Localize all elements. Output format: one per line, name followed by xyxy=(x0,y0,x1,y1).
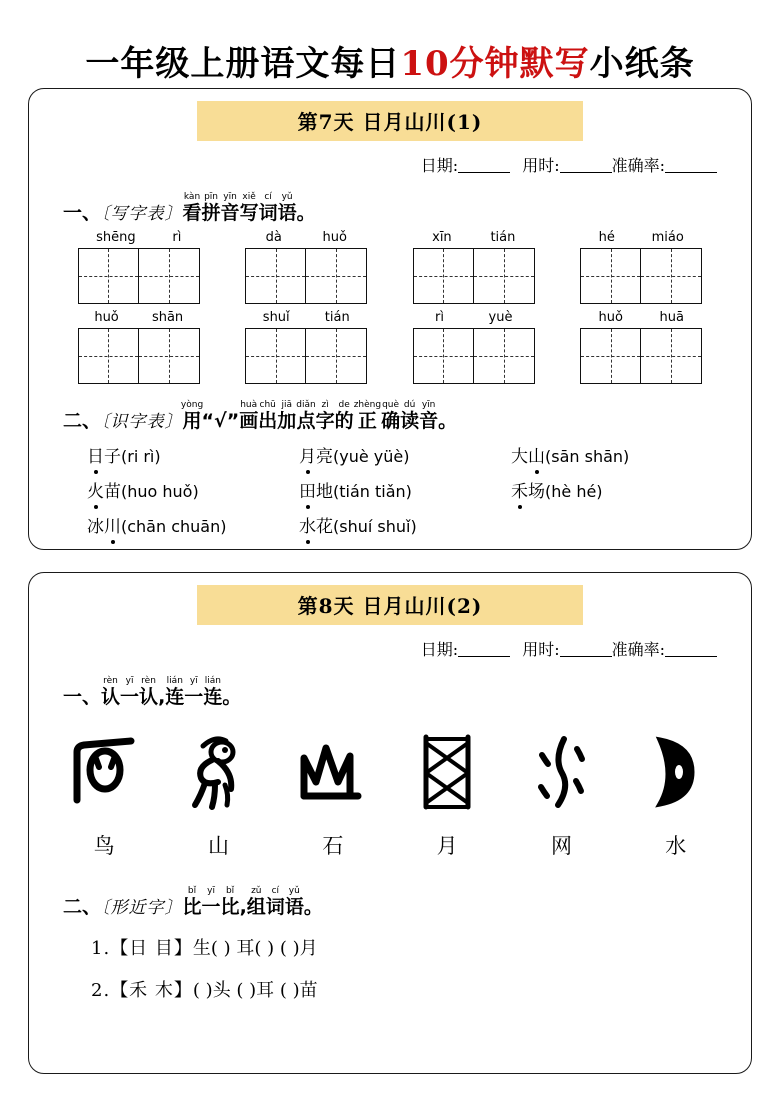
tone-question-item[interactable] xyxy=(299,512,511,537)
writing-grid-group xyxy=(78,230,200,304)
match-character[interactable]: 石 xyxy=(322,833,344,858)
similar-char-line[interactable] xyxy=(91,976,751,1002)
tianzige-cell[interactable] xyxy=(139,329,199,383)
tone-question-row xyxy=(87,442,751,467)
section-number: 二、 xyxy=(63,409,102,432)
pinyin-options[interactable]: (hè hé) xyxy=(545,481,603,501)
writing-grid-group xyxy=(245,310,367,384)
dotted-character: 日 xyxy=(87,442,104,467)
tianzige-grid[interactable] xyxy=(580,248,702,304)
oracle-shan-mountain-icon[interactable] xyxy=(285,726,381,818)
item-index: 1. xyxy=(91,937,111,959)
pinyin-syllable: miáo xyxy=(651,229,684,245)
pinyin-syllable: shēng xyxy=(96,229,136,245)
writing-grid-group xyxy=(413,310,535,384)
grid-pinyin xyxy=(245,230,367,245)
word-rest: 苗 xyxy=(104,481,121,502)
pinyin-options[interactable]: (yuè yüè) xyxy=(333,446,410,466)
pinyin-syllable: rì xyxy=(172,229,182,245)
pinyin-syllable: huǒ xyxy=(598,309,623,325)
writing-grid-group xyxy=(413,230,535,304)
word-rest: 花 xyxy=(316,516,333,537)
pinyin-options[interactable]: (sān shān) xyxy=(545,446,630,466)
date-blank[interactable] xyxy=(458,158,510,173)
word-rest: 子 xyxy=(104,446,121,467)
tone-question-row xyxy=(87,512,751,537)
section-text: 比bǐ一yī比bǐ,组zǔ词cí语yǔ。 xyxy=(182,885,323,918)
pinyin-syllable: xīn xyxy=(432,229,452,245)
pinyin-options[interactable]: (huo huǒ) xyxy=(121,481,199,501)
section-yong: 用yòng xyxy=(180,399,204,432)
character-pair: 【日 目】 xyxy=(110,937,193,959)
dotted-character: 月 xyxy=(299,442,316,467)
tone-question-item[interactable] xyxy=(511,442,747,467)
word-rest: 亮 xyxy=(316,446,333,467)
section-number: 一、 xyxy=(63,686,102,708)
day8-section1-heading xyxy=(63,676,751,708)
pinyin-options[interactable]: (tián tiǎn) xyxy=(333,481,412,501)
day7-section2-heading xyxy=(63,400,751,432)
pinyin-syllable: shān xyxy=(151,309,184,325)
grid-pinyin xyxy=(580,310,702,325)
oracle-shui-water-icon[interactable] xyxy=(513,726,609,818)
oracle-glyph-row xyxy=(47,722,733,818)
item-index: 2. xyxy=(91,979,111,1001)
tianzige-cell[interactable] xyxy=(581,329,641,383)
grid-pinyin xyxy=(413,310,535,325)
word-prefix: 冰 xyxy=(87,516,104,537)
match-character-row xyxy=(47,830,733,860)
tianzige-cell[interactable] xyxy=(414,249,474,303)
match-character[interactable]: 鸟 xyxy=(93,833,115,858)
pinyin-syllable: tián xyxy=(490,229,516,245)
tianzige-cell[interactable] xyxy=(474,329,534,383)
dotted-character: 水 xyxy=(299,512,316,537)
check-mark-symbol: “√” xyxy=(201,409,240,432)
tianzige-grid[interactable] xyxy=(413,248,535,304)
tianzige-cell[interactable] xyxy=(79,249,139,303)
pinyin-options[interactable]: (ri rì) xyxy=(121,446,161,466)
page-title-highlight: 10分钟默写 xyxy=(400,44,590,84)
tianzige-cell[interactable] xyxy=(306,249,366,303)
worksheet-card-day7 xyxy=(28,88,752,550)
dotted-character: 山 xyxy=(528,442,545,467)
time-used-label: 用时: xyxy=(522,640,560,659)
pinyin-syllable: huǒ xyxy=(94,309,119,325)
tone-question-item[interactable] xyxy=(299,477,511,502)
section-number: 一、 xyxy=(63,202,102,224)
accuracy-label: 准确率: xyxy=(611,156,665,175)
tone-question-item[interactable] xyxy=(299,442,511,467)
tianzige-cell[interactable] xyxy=(474,249,534,303)
accuracy-label: 准确率: xyxy=(611,640,665,659)
date-label: 日期: xyxy=(420,156,459,175)
day7-meta-line xyxy=(29,153,751,176)
fill-slots[interactable]: 生( ) 耳( ) ( )月 xyxy=(192,937,318,959)
oracle-yue-moon-icon[interactable] xyxy=(628,726,724,818)
grid-pinyin xyxy=(78,230,200,245)
pinyin-options[interactable]: (chān chuān) xyxy=(121,516,227,536)
character-pair: 【禾 木】 xyxy=(110,979,193,1001)
tianzige-cell[interactable] xyxy=(641,249,701,303)
day8-section2-heading xyxy=(63,886,751,918)
pinyin-syllable: huā xyxy=(659,309,684,325)
section-tag: 〔识字表〕 xyxy=(101,411,183,432)
dotted-character: 火 xyxy=(87,477,104,502)
tone-question-item[interactable] xyxy=(511,477,747,502)
day7-section1-heading xyxy=(63,192,751,224)
similar-char-line[interactable] xyxy=(91,934,751,960)
worksheet-card-day8 xyxy=(28,572,752,1074)
tianzige-cell[interactable] xyxy=(306,329,366,383)
page-title xyxy=(0,0,780,91)
tone-question-item[interactable] xyxy=(87,442,299,467)
tianzige-grid[interactable] xyxy=(580,328,702,384)
pinyin-syllable: hé xyxy=(598,229,615,245)
time-used-label: 用时: xyxy=(522,156,560,175)
date-blank[interactable] xyxy=(458,642,510,657)
section-tag: 〔形近字〕 xyxy=(101,897,183,918)
tianzige-cell[interactable] xyxy=(246,329,306,383)
time-used-blank[interactable] xyxy=(560,158,612,173)
pinyin-options[interactable]: (shuí shuǐ) xyxy=(333,516,417,536)
word-rest: 地 xyxy=(316,481,333,502)
tone-question-item[interactable] xyxy=(87,477,299,502)
grid-pinyin xyxy=(580,230,702,245)
accuracy-blank[interactable] xyxy=(665,642,717,657)
grid-pinyin xyxy=(413,230,535,245)
pinyin-syllable: shuǐ xyxy=(262,309,290,325)
writing-grid-group xyxy=(580,230,702,304)
pinyin-syllable: rì xyxy=(435,309,444,325)
oracle-shi-stone-icon[interactable] xyxy=(56,726,152,818)
section-tag: 〔写字表〕 xyxy=(101,204,183,224)
oracle-wang-net-icon[interactable] xyxy=(399,726,495,818)
tone-question-item[interactable] xyxy=(87,512,299,537)
section-text: 认rèn一yī认rèn,连lián一yī连lián。 xyxy=(101,676,242,708)
pinyin-syllable: dà xyxy=(265,229,282,245)
tianzige-grid[interactable] xyxy=(78,248,200,304)
day8-title-band: 第8天 日月山川(2) xyxy=(197,585,583,625)
accuracy-blank[interactable] xyxy=(665,158,717,173)
writing-grid-group xyxy=(245,230,367,304)
tianzige-cell[interactable] xyxy=(641,329,701,383)
match-character[interactable]: 水 xyxy=(665,833,687,858)
pinyin-syllable: tián xyxy=(324,309,350,325)
writing-grid-row-2 xyxy=(29,310,751,384)
dotted-character: 禾 xyxy=(511,477,528,502)
tone-question-row xyxy=(87,477,751,502)
day8-meta-line xyxy=(29,637,751,660)
tianzige-cell[interactable] xyxy=(139,249,199,303)
pinyin-syllable: yuè xyxy=(488,309,513,325)
tianzige-grid[interactable] xyxy=(245,328,367,384)
word-rest: 场 xyxy=(528,481,545,502)
tianzige-cell[interactable] xyxy=(79,329,139,383)
dotted-character: 田 xyxy=(299,477,316,502)
tianzige-grid[interactable] xyxy=(245,248,367,304)
tianzige-cell[interactable] xyxy=(581,249,641,303)
date-label: 日期: xyxy=(420,640,459,659)
section-number: 二、 xyxy=(63,895,102,918)
match-character[interactable]: 网 xyxy=(550,833,572,858)
time-used-blank[interactable] xyxy=(560,642,612,657)
match-character[interactable]: 山 xyxy=(207,833,229,858)
writing-grid-row-1 xyxy=(29,230,751,304)
section-text: 画huà出chū加jiā点diǎn字zì的de正zhèng确què读dú音yīn。 xyxy=(239,399,458,432)
page-title-before: 一年级上册语文每日 xyxy=(85,44,401,84)
page-title-after: 小纸条 xyxy=(589,44,695,84)
section-text: 看kàn拼pīn音yīn写xiě词cí语yǔ。 xyxy=(182,192,316,224)
tianzige-cell[interactable] xyxy=(414,329,474,383)
writing-grid-group xyxy=(78,310,200,384)
pinyin-syllable: huǒ xyxy=(322,229,347,245)
dotted-character: 川 xyxy=(104,512,121,537)
fill-slots[interactable]: ( )头 ( )耳 ( )苗 xyxy=(192,979,318,1001)
tianzige-cell[interactable] xyxy=(246,249,306,303)
grid-pinyin xyxy=(245,310,367,325)
tianzige-grid[interactable] xyxy=(413,328,535,384)
writing-grid-group xyxy=(580,310,702,384)
word-prefix: 大 xyxy=(511,446,528,467)
grid-pinyin xyxy=(78,310,200,325)
match-character[interactable]: 月 xyxy=(436,833,458,858)
day7-title-band: 第7天 日月山川(1) xyxy=(197,101,583,141)
tianzige-grid[interactable] xyxy=(78,328,200,384)
oracle-niao-bird-icon[interactable] xyxy=(170,726,266,818)
